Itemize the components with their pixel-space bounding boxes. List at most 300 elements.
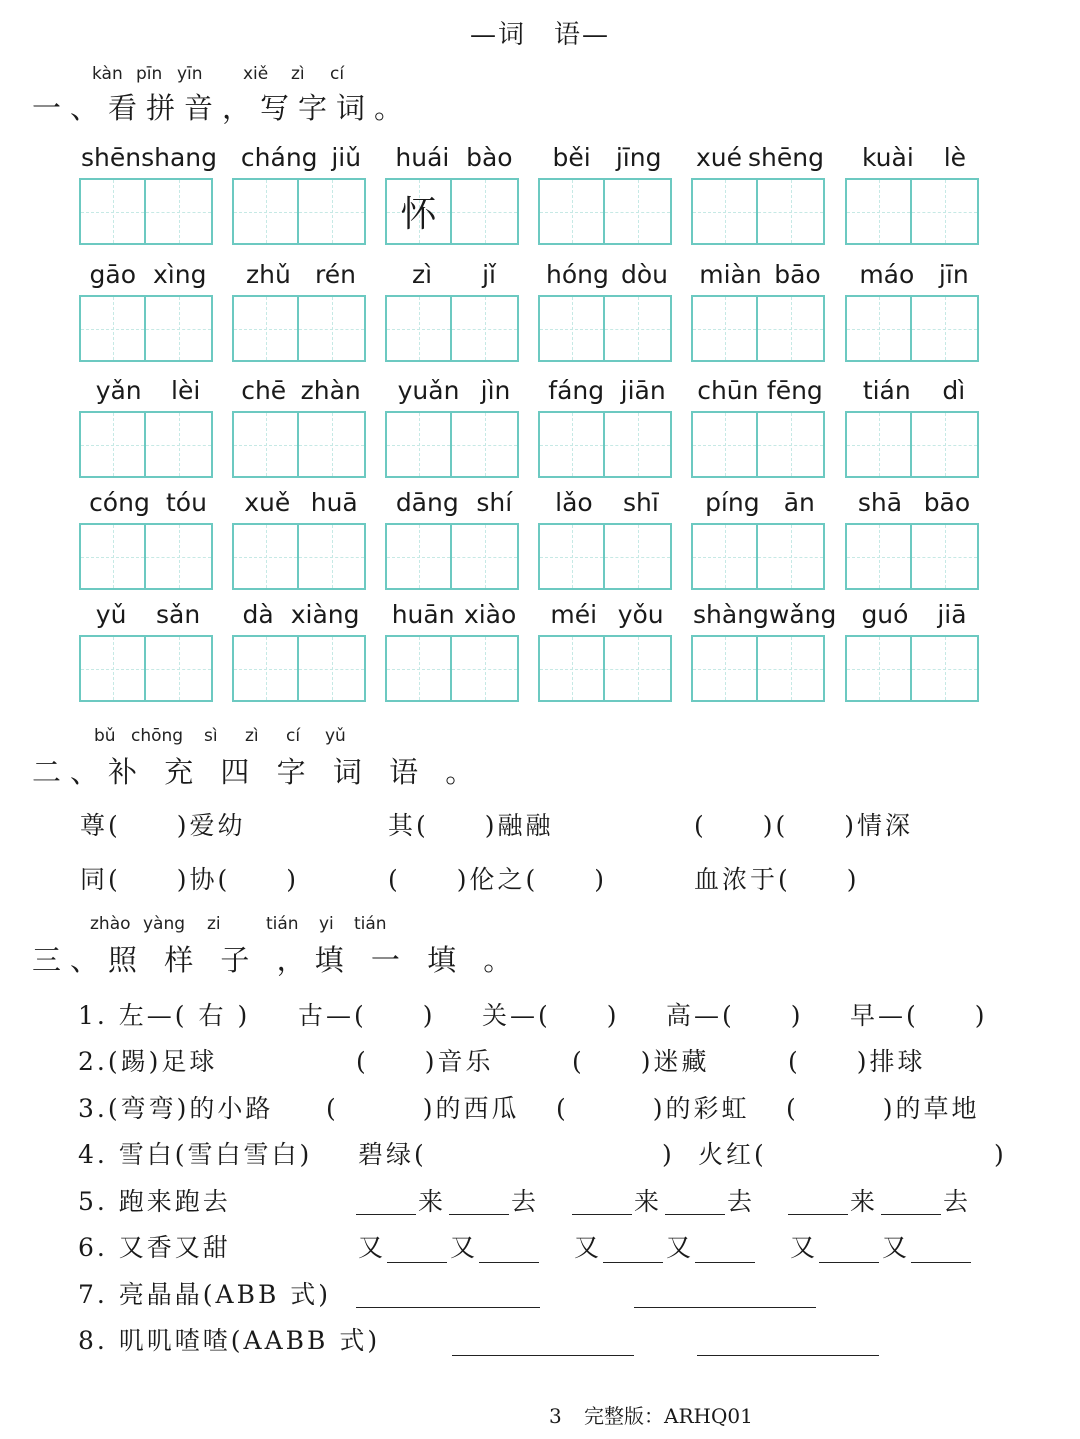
pinyin-syllable: zhàn xyxy=(300,376,361,405)
pinyin-syllable: lè xyxy=(943,143,967,172)
section-2-pinyin-1: bǔ xyxy=(94,726,116,746)
answer-char xyxy=(758,637,823,700)
tianzige-cell[interactable] xyxy=(847,413,912,476)
pinyin-syllable: yǔ xyxy=(95,600,127,629)
answer-char xyxy=(81,180,144,243)
answer-line[interactable] xyxy=(695,1261,755,1263)
section-1-pinyin-4: xiě xyxy=(243,64,269,84)
tianzige-cell[interactable] xyxy=(693,525,758,588)
pinyin-syllable: xué xyxy=(696,143,743,172)
tianzige-cell[interactable] xyxy=(81,297,146,360)
tianzige-cell[interactable] xyxy=(605,525,670,588)
answer-char xyxy=(234,297,297,360)
tianzige-cell[interactable] xyxy=(912,525,977,588)
pinyin-label xyxy=(234,600,368,629)
q6-example: 6. 又香又甜 xyxy=(78,1233,231,1262)
answer-char xyxy=(847,525,910,588)
answer-char xyxy=(234,413,297,476)
tianzige-cell[interactable] xyxy=(234,413,299,476)
pinyin-label xyxy=(81,600,215,629)
answer-char: 怀 xyxy=(400,194,437,235)
idiom-blank[interactable]: 血浓于( ) xyxy=(694,865,860,894)
reduplication-blank-close: ) xyxy=(966,1140,1007,1169)
pinyin-syllable: chē xyxy=(241,376,287,405)
page-number: 3 xyxy=(549,1404,562,1428)
tianzige-cell[interactable] xyxy=(146,413,211,476)
tianzige-cell[interactable] xyxy=(758,180,823,243)
pinyin-syllable: dì xyxy=(942,376,966,405)
tianzige-cell[interactable] xyxy=(81,637,146,700)
verb-blank[interactable]: ( )音乐 xyxy=(356,1047,494,1076)
pinyin-syllable: yǎn xyxy=(95,376,142,405)
lai-char: 来 xyxy=(634,1187,663,1216)
answer-char xyxy=(758,413,823,476)
tianzige-box xyxy=(845,635,979,702)
answer-char xyxy=(387,297,450,360)
tianzige-box xyxy=(232,295,366,362)
pinyin-label xyxy=(81,260,215,289)
pinyin-syllable: xìng xyxy=(153,260,207,289)
pinyin-syllable: shang xyxy=(141,143,218,172)
tianzige-cell[interactable] xyxy=(540,413,605,476)
tianzige-cell[interactable] xyxy=(693,297,758,360)
pinyin-syllable: hóng xyxy=(546,260,609,289)
answer-char xyxy=(299,180,364,243)
pinyin-syllable: lèi xyxy=(171,376,201,405)
tianzige-cell[interactable] xyxy=(81,180,146,243)
answer-char xyxy=(387,637,450,700)
tianzige-box xyxy=(538,523,672,590)
idiom-blank[interactable]: ( )( )情深 xyxy=(694,811,914,840)
answer-line[interactable] xyxy=(665,1213,725,1215)
tianzige-cell[interactable] xyxy=(758,297,823,360)
tianzige-box xyxy=(691,178,825,245)
idiom-blank[interactable]: 尊( )爱幼 xyxy=(80,811,246,840)
tianzige-cell[interactable] xyxy=(234,637,299,700)
pinyin-syllable: dà xyxy=(242,600,274,629)
tianzige-box xyxy=(385,635,519,702)
pinyin-label xyxy=(387,376,521,405)
pinyin-syllable: shí xyxy=(476,488,513,517)
tianzige-cell[interactable] xyxy=(387,525,452,588)
tianzige-cell[interactable] xyxy=(234,297,299,360)
pinyin-syllable: rén xyxy=(314,260,356,289)
tianzige-cell[interactable] xyxy=(299,297,364,360)
q5-example: 5. 跑来跑去 xyxy=(78,1187,231,1216)
section-1-pinyin-1: kàn xyxy=(92,64,123,84)
tianzige-box xyxy=(538,178,672,245)
tianzige-cell[interactable] xyxy=(758,525,823,588)
pinyin-syllable: píng xyxy=(705,488,760,517)
idiom-blank[interactable]: 同( )协( ) xyxy=(80,865,300,894)
q8-example: 8. 叽叽喳喳(AABB 式) xyxy=(78,1326,381,1355)
adjective-blank[interactable]: ( )的彩虹 xyxy=(556,1094,750,1123)
answer-line[interactable] xyxy=(572,1213,632,1215)
pinyin-label xyxy=(847,260,981,289)
tianzige-box xyxy=(691,295,825,362)
tianzige-cell[interactable] xyxy=(146,525,211,588)
reduplication-blank-open[interactable]: 火红( xyxy=(698,1140,767,1169)
pinyin-syllable: dòu xyxy=(620,260,668,289)
answer-char xyxy=(387,525,450,588)
tianzige-cell[interactable] xyxy=(299,180,364,243)
qu-char: 去 xyxy=(727,1187,756,1216)
pinyin-syllable: miàn xyxy=(699,260,762,289)
tianzige-cell[interactable] xyxy=(847,525,912,588)
answer-char xyxy=(452,525,517,588)
q4-example: 4. 雪白(雪白雪白) xyxy=(78,1140,313,1169)
section-3-pinyin-4: tián xyxy=(266,914,299,934)
tianzige-box xyxy=(79,411,213,478)
answer-char xyxy=(693,413,756,476)
pinyin-syllable: shàng xyxy=(693,600,769,629)
tianzige-box xyxy=(691,635,825,702)
answer-char xyxy=(912,297,977,360)
answer-char xyxy=(452,413,517,476)
page-title: —词 语— xyxy=(469,20,610,50)
qu-char: 去 xyxy=(943,1187,972,1216)
pinyin-syllable: tóu xyxy=(165,488,207,517)
pinyin-label xyxy=(81,488,215,517)
pinyin-syllable: shī xyxy=(623,488,659,517)
tianzige-cell[interactable] xyxy=(299,525,364,588)
pinyin-label xyxy=(234,260,368,289)
you-char: 又 xyxy=(882,1233,911,1262)
tianzige-cell[interactable] xyxy=(387,180,452,243)
pinyin-syllable: xuě xyxy=(244,488,291,517)
answer-char xyxy=(847,413,910,476)
pinyin-syllable: fáng xyxy=(548,376,605,405)
answer-char xyxy=(146,525,211,588)
tianzige-box xyxy=(385,178,519,245)
tianzige-cell[interactable] xyxy=(452,413,517,476)
you-char: 又 xyxy=(666,1233,695,1262)
answer-char xyxy=(387,413,450,476)
tianzige-box xyxy=(845,178,979,245)
answer-char xyxy=(912,413,977,476)
tianzige-cell[interactable] xyxy=(387,297,452,360)
pinyin-syllable: yuǎn xyxy=(397,376,460,405)
tianzige-box xyxy=(385,295,519,362)
pinyin-syllable: shā xyxy=(857,488,903,517)
pinyin-syllable: kuài xyxy=(861,143,914,172)
answer-char xyxy=(693,297,756,360)
tianzige-cell[interactable] xyxy=(605,413,670,476)
tianzige-cell[interactable] xyxy=(234,180,299,243)
antonym-blank[interactable]: 早—( ) xyxy=(850,1001,988,1030)
tianzige-cell[interactable] xyxy=(452,637,517,700)
tianzige-cell[interactable] xyxy=(605,297,670,360)
pinyin-label xyxy=(693,260,827,289)
pinyin-label xyxy=(847,488,981,517)
pinyin-syllable: dāng xyxy=(395,488,459,517)
tianzige-box xyxy=(232,411,366,478)
section-1-heading: 一、看拼音，写字词。 xyxy=(32,91,413,125)
tianzige-cell[interactable] xyxy=(387,413,452,476)
answer-char xyxy=(847,180,910,243)
answer-line[interactable] xyxy=(881,1213,941,1215)
pinyin-label xyxy=(693,488,827,517)
answer-line[interactable] xyxy=(449,1213,509,1215)
pinyin-syllable: shēn xyxy=(81,143,142,172)
answer-char xyxy=(81,297,144,360)
q3-example: 3.(弯弯)的小路 xyxy=(78,1094,274,1123)
pinyin-label xyxy=(693,143,827,172)
pinyin-label xyxy=(693,600,837,629)
pinyin-syllable: fēng xyxy=(766,376,823,405)
tianzige-cell[interactable] xyxy=(605,180,670,243)
tianzige-cell[interactable] xyxy=(452,525,517,588)
pinyin-syllable: lǎo xyxy=(555,488,593,517)
section-3-heading: 三、照 样 子 ，填 一 填 。 xyxy=(32,943,522,977)
section-3-pinyin-3: zi xyxy=(207,914,221,934)
tianzige-box xyxy=(385,523,519,590)
section-2-pinyin-2: chōng xyxy=(131,726,184,746)
pinyin-syllable: ān xyxy=(783,488,815,517)
q2-example: 2.(踢)足球 xyxy=(78,1047,218,1076)
pinyin-syllable: bāo xyxy=(774,260,821,289)
tianzige-box xyxy=(232,635,366,702)
section-1-pinyin-5: zì xyxy=(291,64,305,84)
answer-char xyxy=(81,413,144,476)
tianzige-box xyxy=(538,635,672,702)
pinyin-syllable: huā xyxy=(310,488,358,517)
answer-char xyxy=(452,180,517,243)
pinyin-syllable: méi xyxy=(550,600,598,629)
pinyin-syllable: jīn xyxy=(938,260,969,289)
pinyin-syllable: guó xyxy=(861,600,909,629)
answer-char xyxy=(758,525,823,588)
answer-char xyxy=(912,180,977,243)
tianzige-cell[interactable] xyxy=(693,637,758,700)
pinyin-label xyxy=(81,143,218,172)
answer-char xyxy=(452,297,517,360)
tianzige-cell[interactable] xyxy=(912,180,977,243)
answer-char xyxy=(234,525,297,588)
answer-char xyxy=(299,413,364,476)
tianzige-cell[interactable] xyxy=(540,637,605,700)
pinyin-syllable: tián xyxy=(862,376,911,405)
tianzige-cell[interactable] xyxy=(605,637,670,700)
pinyin-label xyxy=(540,260,674,289)
answer-line[interactable] xyxy=(356,1306,540,1308)
answer-char xyxy=(605,525,670,588)
pinyin-syllable: huān xyxy=(391,600,455,629)
pinyin-label xyxy=(847,376,981,405)
reduplication-blank-open[interactable]: 碧绿( xyxy=(358,1140,427,1169)
pinyin-syllable: bāo xyxy=(923,488,971,517)
tianzige-cell[interactable] xyxy=(81,525,146,588)
tianzige-box xyxy=(79,178,213,245)
tianzige-cell[interactable] xyxy=(693,413,758,476)
answer-char xyxy=(146,180,211,243)
answer-line[interactable] xyxy=(452,1354,634,1356)
section-3-pinyin-6: tián xyxy=(354,914,387,934)
tianzige-cell[interactable] xyxy=(452,180,517,243)
tianzige-cell[interactable] xyxy=(299,637,364,700)
pinyin-syllable: xiàng xyxy=(290,600,360,629)
pinyin-label xyxy=(540,376,674,405)
pinyin-syllable: máo xyxy=(859,260,915,289)
tianzige-cell[interactable] xyxy=(81,413,146,476)
pinyin-syllable: jiǔ xyxy=(331,143,362,172)
tianzige-box xyxy=(79,635,213,702)
tianzige-cell[interactable] xyxy=(146,180,211,243)
tianzige-box xyxy=(691,411,825,478)
pinyin-label xyxy=(234,488,368,517)
section-2-pinyin-5: cí xyxy=(286,726,301,746)
pinyin-syllable: wǎng xyxy=(768,600,837,629)
answer-char xyxy=(540,525,603,588)
section-1-pinyin-2: pīn xyxy=(136,64,163,84)
tianzige-cell[interactable] xyxy=(146,297,211,360)
answer-char xyxy=(847,297,910,360)
tianzige-cell[interactable] xyxy=(758,413,823,476)
pinyin-syllable: bào xyxy=(466,143,513,172)
answer-line[interactable] xyxy=(911,1261,971,1263)
verb-blank[interactable]: ( )排球 xyxy=(788,1047,926,1076)
section-3-pinyin-5: yi xyxy=(319,914,334,934)
tianzige-cell[interactable] xyxy=(912,297,977,360)
answer-char xyxy=(605,297,670,360)
answer-line[interactable] xyxy=(634,1306,816,1308)
answer-char xyxy=(847,637,910,700)
tianzige-cell[interactable] xyxy=(299,413,364,476)
tianzige-cell[interactable] xyxy=(540,525,605,588)
lai-char: 来 xyxy=(850,1187,879,1216)
answer-line[interactable] xyxy=(387,1261,447,1263)
pinyin-syllable: yǒu xyxy=(617,600,664,629)
tianzige-cell[interactable] xyxy=(452,297,517,360)
pinyin-label xyxy=(387,143,521,172)
answer-char xyxy=(299,525,364,588)
tianzige-cell[interactable] xyxy=(387,637,452,700)
tianzige-box xyxy=(232,523,366,590)
answer-char xyxy=(912,637,977,700)
pinyin-syllable: jìn xyxy=(480,376,511,405)
answer-char xyxy=(605,180,670,243)
answer-char xyxy=(758,180,823,243)
tianzige-box xyxy=(538,411,672,478)
answer-char xyxy=(81,637,144,700)
section-2-pinyin-4: zì xyxy=(245,726,259,746)
q1-example: 1. 左—( 右 ) xyxy=(78,1001,251,1030)
tianzige-box xyxy=(538,295,672,362)
answer-line[interactable] xyxy=(788,1213,848,1215)
version-code: 完整版：ARHQ01 xyxy=(584,1404,753,1428)
pinyin-label xyxy=(387,600,521,629)
section-1-pinyin-6: cí xyxy=(330,64,345,84)
answer-char xyxy=(540,180,603,243)
section-3-pinyin-1: zhào xyxy=(90,914,131,934)
pinyin-label xyxy=(387,260,521,289)
answer-char xyxy=(146,297,211,360)
pinyin-syllable: zhǔ xyxy=(246,260,291,289)
answer-char xyxy=(693,525,756,588)
answer-char xyxy=(605,413,670,476)
answer-line[interactable] xyxy=(479,1261,539,1263)
pinyin-label xyxy=(234,376,368,405)
pinyin-syllable: cháng xyxy=(240,143,318,172)
pinyin-syllable: gāo xyxy=(89,260,136,289)
answer-char xyxy=(299,297,364,360)
answer-char xyxy=(912,525,977,588)
verb-blank[interactable]: ( )迷藏 xyxy=(572,1047,710,1076)
tianzige-cell[interactable] xyxy=(847,637,912,700)
pinyin-label xyxy=(234,143,368,172)
you-char: 又 xyxy=(358,1233,387,1262)
idiom-blank[interactable]: 其( )融融 xyxy=(388,811,554,840)
answer-char xyxy=(758,297,823,360)
you-char: 又 xyxy=(574,1233,603,1262)
pinyin-label xyxy=(693,376,827,405)
you-char: 又 xyxy=(450,1233,479,1262)
answer-char xyxy=(605,637,670,700)
tianzige-box xyxy=(845,411,979,478)
idiom-blank[interactable]: ( )伦之( ) xyxy=(388,865,608,894)
pinyin-label xyxy=(540,600,674,629)
tianzige-cell[interactable] xyxy=(540,297,605,360)
pinyin-syllable: jiān xyxy=(620,376,666,405)
pinyin-syllable: shēng xyxy=(748,143,824,172)
answer-char xyxy=(146,413,211,476)
tianzige-cell[interactable] xyxy=(912,413,977,476)
answer-line[interactable] xyxy=(697,1354,879,1356)
adjective-blank[interactable]: ( )的草地 xyxy=(786,1094,980,1123)
tianzige-box xyxy=(845,523,979,590)
adjective-blank[interactable]: ( )的西瓜 xyxy=(326,1094,520,1123)
you-char: 又 xyxy=(790,1233,819,1262)
pinyin-syllable: cóng xyxy=(89,488,150,517)
pinyin-label xyxy=(540,488,674,517)
answer-line[interactable] xyxy=(603,1261,663,1263)
tianzige-box xyxy=(232,178,366,245)
antonym-blank[interactable]: 关—( ) xyxy=(482,1001,620,1030)
antonym-blank[interactable]: 高—( ) xyxy=(666,1001,804,1030)
answer-char xyxy=(693,637,756,700)
antonym-blank[interactable]: 古—( ) xyxy=(298,1001,436,1030)
pinyin-label xyxy=(847,600,981,629)
tianzige-box xyxy=(79,295,213,362)
answer-char xyxy=(452,637,517,700)
answer-line[interactable] xyxy=(356,1213,416,1215)
tianzige-box xyxy=(691,523,825,590)
pinyin-label xyxy=(847,143,981,172)
answer-char xyxy=(146,637,211,700)
tianzige-cell[interactable] xyxy=(912,637,977,700)
pinyin-label xyxy=(540,143,674,172)
section-2-heading: 二、补 充 四 字 词 语 。 xyxy=(32,755,484,789)
qu-char: 去 xyxy=(511,1187,540,1216)
answer-char xyxy=(234,637,297,700)
tianzige-cell[interactable] xyxy=(847,180,912,243)
pinyin-syllable: chūn xyxy=(697,376,759,405)
answer-line[interactable] xyxy=(819,1261,879,1263)
pinyin-syllable: jiā xyxy=(937,600,967,629)
tianzige-cell[interactable] xyxy=(234,525,299,588)
pinyin-syllable: huái xyxy=(395,143,450,172)
q7-example: 7. 亮晶晶(ABB 式) xyxy=(78,1280,332,1309)
tianzige-cell[interactable] xyxy=(693,180,758,243)
tianzige-cell[interactable] xyxy=(540,180,605,243)
tianzige-cell[interactable] xyxy=(146,637,211,700)
answer-char xyxy=(81,525,144,588)
section-1-pinyin-3: yīn xyxy=(177,64,203,84)
tianzige-cell[interactable] xyxy=(847,297,912,360)
tianzige-cell[interactable] xyxy=(758,637,823,700)
answer-char xyxy=(693,180,756,243)
answer-char xyxy=(234,180,297,243)
